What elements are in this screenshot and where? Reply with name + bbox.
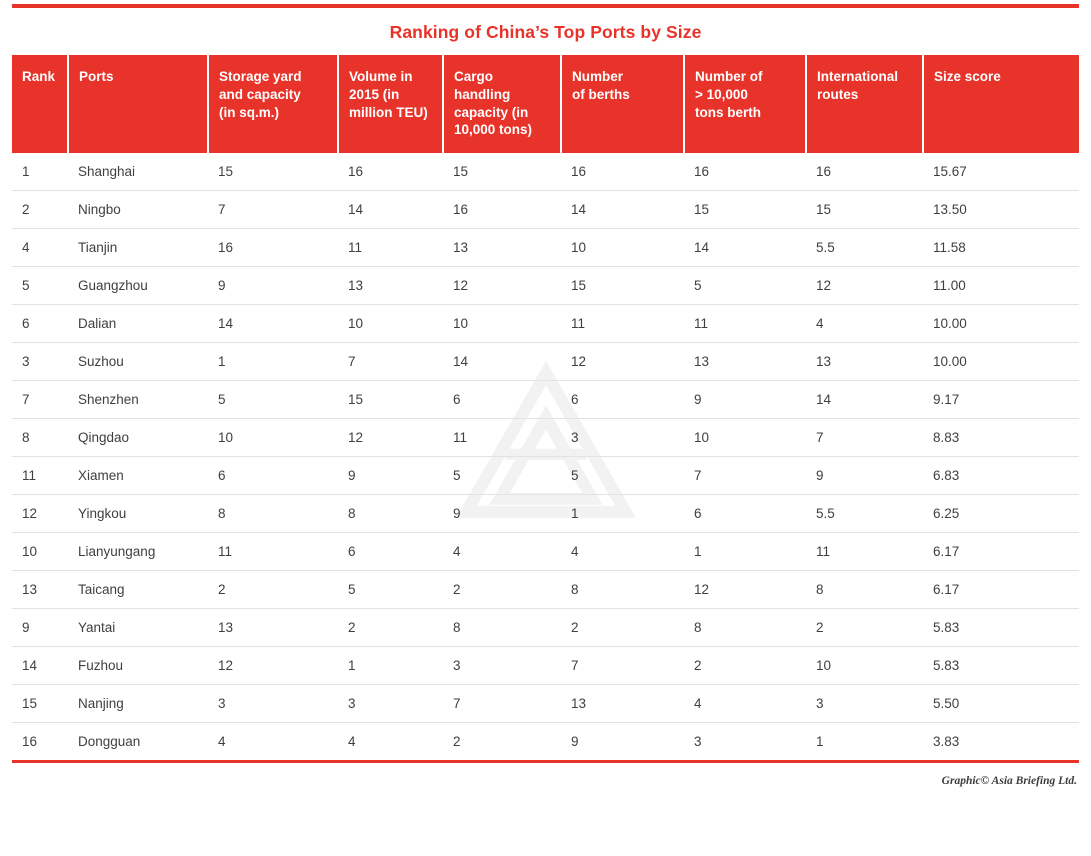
cell-berths: 9 bbox=[571, 734, 579, 750]
cell-size-score: 6.25 bbox=[923, 495, 1079, 533]
cell-large-berths: 16 bbox=[684, 153, 806, 191]
cell-berths: 16 bbox=[561, 153, 684, 191]
cell-cargo-handling: 11 bbox=[443, 419, 561, 457]
cell-port: Taicang bbox=[68, 571, 208, 609]
cell-volume-2015: 15 bbox=[338, 381, 443, 419]
cell-volume-2015: 6 bbox=[338, 533, 443, 571]
header-line: 10,000 tons) bbox=[454, 122, 533, 138]
column-header-ports[interactable] bbox=[68, 55, 208, 153]
cell-large-berths: 3 bbox=[694, 734, 702, 750]
cell-port: Tianjin bbox=[68, 229, 208, 267]
cell-routes: 15 bbox=[806, 191, 923, 229]
cell-storage-yard: 6 bbox=[208, 457, 338, 495]
top-divider-rule bbox=[12, 4, 1079, 8]
cell-storage-yard: 13 bbox=[208, 609, 338, 647]
header-line: Size score bbox=[934, 69, 1001, 84]
cell-port: Xiamen bbox=[68, 457, 208, 495]
cell-large-berths: 15 bbox=[684, 191, 806, 229]
cell-port: Shanghai bbox=[68, 153, 208, 191]
cell-size-score: 11.58 bbox=[923, 229, 1079, 267]
cell-routes: 3 bbox=[806, 685, 923, 723]
cell-storage-yard: 11 bbox=[208, 533, 338, 571]
cell-berths: 7 bbox=[561, 647, 684, 685]
ports-ranking-table bbox=[12, 55, 1079, 760]
cell-cargo-handling: 8 bbox=[443, 609, 561, 647]
header-line: 2015 (in bbox=[349, 86, 400, 102]
cell-volume-2015: 10 bbox=[338, 305, 443, 343]
cell-cargo-handling: 15 bbox=[443, 153, 561, 191]
cell-size-score: 5.83 bbox=[923, 647, 1079, 685]
table-body bbox=[12, 153, 1079, 760]
cell-volume-2015: 9 bbox=[338, 457, 443, 495]
cell-routes: 12 bbox=[806, 267, 923, 305]
cell-size-score: 10.00 bbox=[923, 305, 1079, 343]
cell-cargo-handling: 3 bbox=[443, 647, 561, 685]
cell-rank: 9 bbox=[12, 609, 68, 647]
graphic-credit: Graphic© Asia Briefing Ltd. bbox=[941, 775, 1077, 788]
cell-cargo-handling: 12 bbox=[443, 267, 561, 305]
cell-berths: 3 bbox=[561, 419, 684, 457]
table-row bbox=[12, 495, 1079, 533]
cell-cargo-handling: 10 bbox=[443, 305, 561, 343]
cell-berths: 4 bbox=[561, 533, 684, 571]
cell-rank: 12 bbox=[12, 495, 68, 533]
header-line: Volume in bbox=[349, 69, 413, 84]
cell-cargo-handling: 5 bbox=[443, 457, 561, 495]
cell-size-score: 3.83 bbox=[933, 734, 960, 750]
header-line: (in sq.m.) bbox=[219, 104, 279, 120]
cell-size-score: 5.83 bbox=[923, 609, 1079, 647]
cell-size-score: 9.17 bbox=[923, 381, 1079, 419]
cell-large-berths: 10 bbox=[684, 419, 806, 457]
cell-volume-2015: 14 bbox=[338, 191, 443, 229]
header-line: tons berth bbox=[695, 104, 761, 120]
cell-cargo-handling: 6 bbox=[443, 381, 561, 419]
cell-volume-2015: 7 bbox=[338, 343, 443, 381]
cell-berths: 6 bbox=[561, 381, 684, 419]
cell-port: Fuzhou bbox=[68, 647, 208, 685]
header-line: million TEU) bbox=[349, 104, 428, 120]
header-line: capacity (in bbox=[454, 104, 529, 120]
cell-storage-yard: 8 bbox=[208, 495, 338, 533]
cell-rank: 10 bbox=[12, 533, 68, 571]
cell-port: Ningbo bbox=[68, 191, 208, 229]
column-header-number-of-10000-tons-berth[interactable] bbox=[684, 55, 806, 153]
header-line: Ports bbox=[79, 69, 114, 84]
cell-routes: 11 bbox=[806, 533, 923, 571]
cell-storage-yard: 15 bbox=[208, 153, 338, 191]
cell-volume-2015: 1 bbox=[338, 647, 443, 685]
cell-volume-2015: 8 bbox=[338, 495, 443, 533]
column-header-number-of-berths[interactable] bbox=[561, 55, 684, 153]
cell-routes: 7 bbox=[806, 419, 923, 457]
cell-rank: 5 bbox=[12, 267, 68, 305]
cell-size-score: 5.50 bbox=[923, 685, 1079, 723]
cell-large-berths: 13 bbox=[684, 343, 806, 381]
cell-large-berths: 11 bbox=[684, 305, 806, 343]
cell-large-berths: 14 bbox=[684, 229, 806, 267]
cell-routes: 14 bbox=[806, 381, 923, 419]
cell-size-score: 6.17 bbox=[923, 533, 1079, 571]
header-line: routes bbox=[817, 86, 859, 102]
cell-routes: 4 bbox=[806, 305, 923, 343]
cell-size-score: 6.17 bbox=[923, 571, 1079, 609]
table-row bbox=[12, 457, 1079, 495]
table-row bbox=[12, 191, 1079, 229]
cell-cargo-handling: 2 bbox=[453, 734, 461, 750]
table-row bbox=[12, 609, 1079, 647]
cell-port: Suzhou bbox=[68, 343, 208, 381]
cell-berths: 2 bbox=[561, 609, 684, 647]
header-line: handling bbox=[454, 86, 511, 102]
cell-rank: 2 bbox=[12, 191, 68, 229]
cell-port: Dalian bbox=[68, 305, 208, 343]
bottom-divider-rule bbox=[12, 760, 1079, 763]
cell-rank: 15 bbox=[12, 685, 68, 723]
cell-berths: 12 bbox=[561, 343, 684, 381]
header-line: and capacity bbox=[219, 86, 301, 102]
cell-rank: 7 bbox=[12, 381, 68, 419]
cell-routes: 5.5 bbox=[806, 229, 923, 267]
cell-volume-2015: 5 bbox=[338, 571, 443, 609]
header-line: International bbox=[817, 69, 899, 84]
cell-rank: 4 bbox=[12, 229, 68, 267]
table-row bbox=[12, 685, 1079, 723]
column-header-cargo-handling-capacity[interactable] bbox=[443, 55, 561, 153]
table-row bbox=[12, 647, 1079, 685]
cell-cargo-handling: 2 bbox=[443, 571, 561, 609]
cell-port: Yingkou bbox=[68, 495, 208, 533]
column-header-storage-yard-capacity[interactable] bbox=[208, 55, 338, 153]
cell-cargo-handling: 9 bbox=[443, 495, 561, 533]
cell-volume-2015: 16 bbox=[338, 153, 443, 191]
cell-large-berths: 2 bbox=[684, 647, 806, 685]
cell-berths: 10 bbox=[561, 229, 684, 267]
cell-port: Qingdao bbox=[68, 419, 208, 457]
table-row bbox=[12, 153, 1079, 191]
cell-routes: 1 bbox=[816, 734, 824, 750]
cell-size-score: 6.83 bbox=[923, 457, 1079, 495]
column-header-rank[interactable] bbox=[12, 55, 68, 153]
header-line: Number bbox=[572, 69, 624, 84]
cell-cargo-handling: 7 bbox=[443, 685, 561, 723]
cell-rank: 16 bbox=[22, 734, 38, 750]
cell-routes: 10 bbox=[806, 647, 923, 685]
cell-large-berths: 5 bbox=[684, 267, 806, 305]
cell-cargo-handling: 13 bbox=[443, 229, 561, 267]
page-title: Ranking of China’s Top Ports by Size bbox=[389, 22, 702, 42]
cell-berths: 14 bbox=[561, 191, 684, 229]
cell-storage-yard: 3 bbox=[208, 685, 338, 723]
cell-storage-yard: 9 bbox=[208, 267, 338, 305]
table-row bbox=[12, 267, 1079, 305]
cell-rank: 14 bbox=[12, 647, 68, 685]
header-line: Rank bbox=[22, 69, 56, 84]
table-row bbox=[12, 381, 1079, 419]
cell-large-berths: 9 bbox=[684, 381, 806, 419]
cell-size-score: 13.50 bbox=[923, 191, 1079, 229]
cell-size-score: 10.00 bbox=[923, 343, 1079, 381]
cell-large-berths: 6 bbox=[684, 495, 806, 533]
cell-size-score: 11.00 bbox=[923, 267, 1079, 305]
table-row bbox=[12, 419, 1079, 457]
cell-cargo-handling: 14 bbox=[443, 343, 561, 381]
table-row bbox=[12, 723, 1079, 761]
table-row bbox=[12, 571, 1079, 609]
cell-routes: 2 bbox=[806, 609, 923, 647]
cell-routes: 16 bbox=[806, 153, 923, 191]
cell-size-score: 8.83 bbox=[923, 419, 1079, 457]
cell-berths: 1 bbox=[561, 495, 684, 533]
cell-large-berths: 12 bbox=[684, 571, 806, 609]
cell-storage-yard: 1 bbox=[208, 343, 338, 381]
cell-size-score: 15.67 bbox=[923, 153, 1079, 191]
table-row bbox=[12, 343, 1079, 381]
cell-cargo-handling: 16 bbox=[443, 191, 561, 229]
cell-volume-2015: 3 bbox=[338, 685, 443, 723]
cell-large-berths: 1 bbox=[684, 533, 806, 571]
cell-volume-2015: 11 bbox=[338, 229, 443, 267]
cell-port: Dongguan bbox=[78, 734, 141, 750]
cell-large-berths: 7 bbox=[684, 457, 806, 495]
cell-storage-yard: 4 bbox=[218, 734, 226, 750]
table-header-row bbox=[12, 55, 1079, 153]
cell-volume-2015: 13 bbox=[338, 267, 443, 305]
cell-port: Nanjing bbox=[68, 685, 208, 723]
cell-port: Lianyungang bbox=[68, 533, 208, 571]
cell-rank: 8 bbox=[12, 419, 68, 457]
cell-routes: 13 bbox=[806, 343, 923, 381]
cell-port: Guangzhou bbox=[68, 267, 208, 305]
cell-routes: 9 bbox=[806, 457, 923, 495]
cell-volume-2015: 2 bbox=[338, 609, 443, 647]
cell-routes: 5.5 bbox=[806, 495, 923, 533]
cell-rank: 13 bbox=[12, 571, 68, 609]
column-header-international-routes[interactable] bbox=[806, 55, 923, 153]
cell-rank: 11 bbox=[12, 457, 68, 495]
header-line: Storage yard bbox=[219, 69, 302, 84]
cell-rank: 1 bbox=[12, 153, 68, 191]
header-line: > 10,000 bbox=[695, 86, 748, 102]
cell-storage-yard: 5 bbox=[208, 381, 338, 419]
header-line: Number of bbox=[695, 69, 763, 84]
header-line: of berths bbox=[572, 86, 630, 102]
cell-port: Shenzhen bbox=[68, 381, 208, 419]
cell-port: Yantai bbox=[68, 609, 208, 647]
table-row bbox=[12, 305, 1079, 343]
cell-rank: 6 bbox=[12, 305, 68, 343]
cell-berths: 15 bbox=[561, 267, 684, 305]
cell-large-berths: 4 bbox=[684, 685, 806, 723]
table-row bbox=[12, 229, 1079, 267]
column-header-volume-2015[interactable] bbox=[338, 55, 443, 153]
cell-berths: 13 bbox=[561, 685, 684, 723]
cell-storage-yard: 16 bbox=[208, 229, 338, 267]
cell-berths: 5 bbox=[561, 457, 684, 495]
column-header-size-score[interactable] bbox=[923, 55, 1079, 153]
cell-storage-yard: 2 bbox=[208, 571, 338, 609]
table-row bbox=[12, 533, 1079, 571]
cell-berths: 11 bbox=[561, 305, 684, 343]
header-line: Cargo bbox=[454, 69, 494, 84]
cell-storage-yard: 10 bbox=[208, 419, 338, 457]
cell-storage-yard: 7 bbox=[208, 191, 338, 229]
cell-berths: 8 bbox=[561, 571, 684, 609]
cell-routes: 8 bbox=[806, 571, 923, 609]
cell-volume-2015: 4 bbox=[348, 734, 356, 750]
cell-large-berths: 8 bbox=[684, 609, 806, 647]
cell-volume-2015: 12 bbox=[338, 419, 443, 457]
cell-storage-yard: 12 bbox=[208, 647, 338, 685]
cell-storage-yard: 14 bbox=[208, 305, 338, 343]
cell-cargo-handling: 4 bbox=[443, 533, 561, 571]
cell-rank: 3 bbox=[12, 343, 68, 381]
